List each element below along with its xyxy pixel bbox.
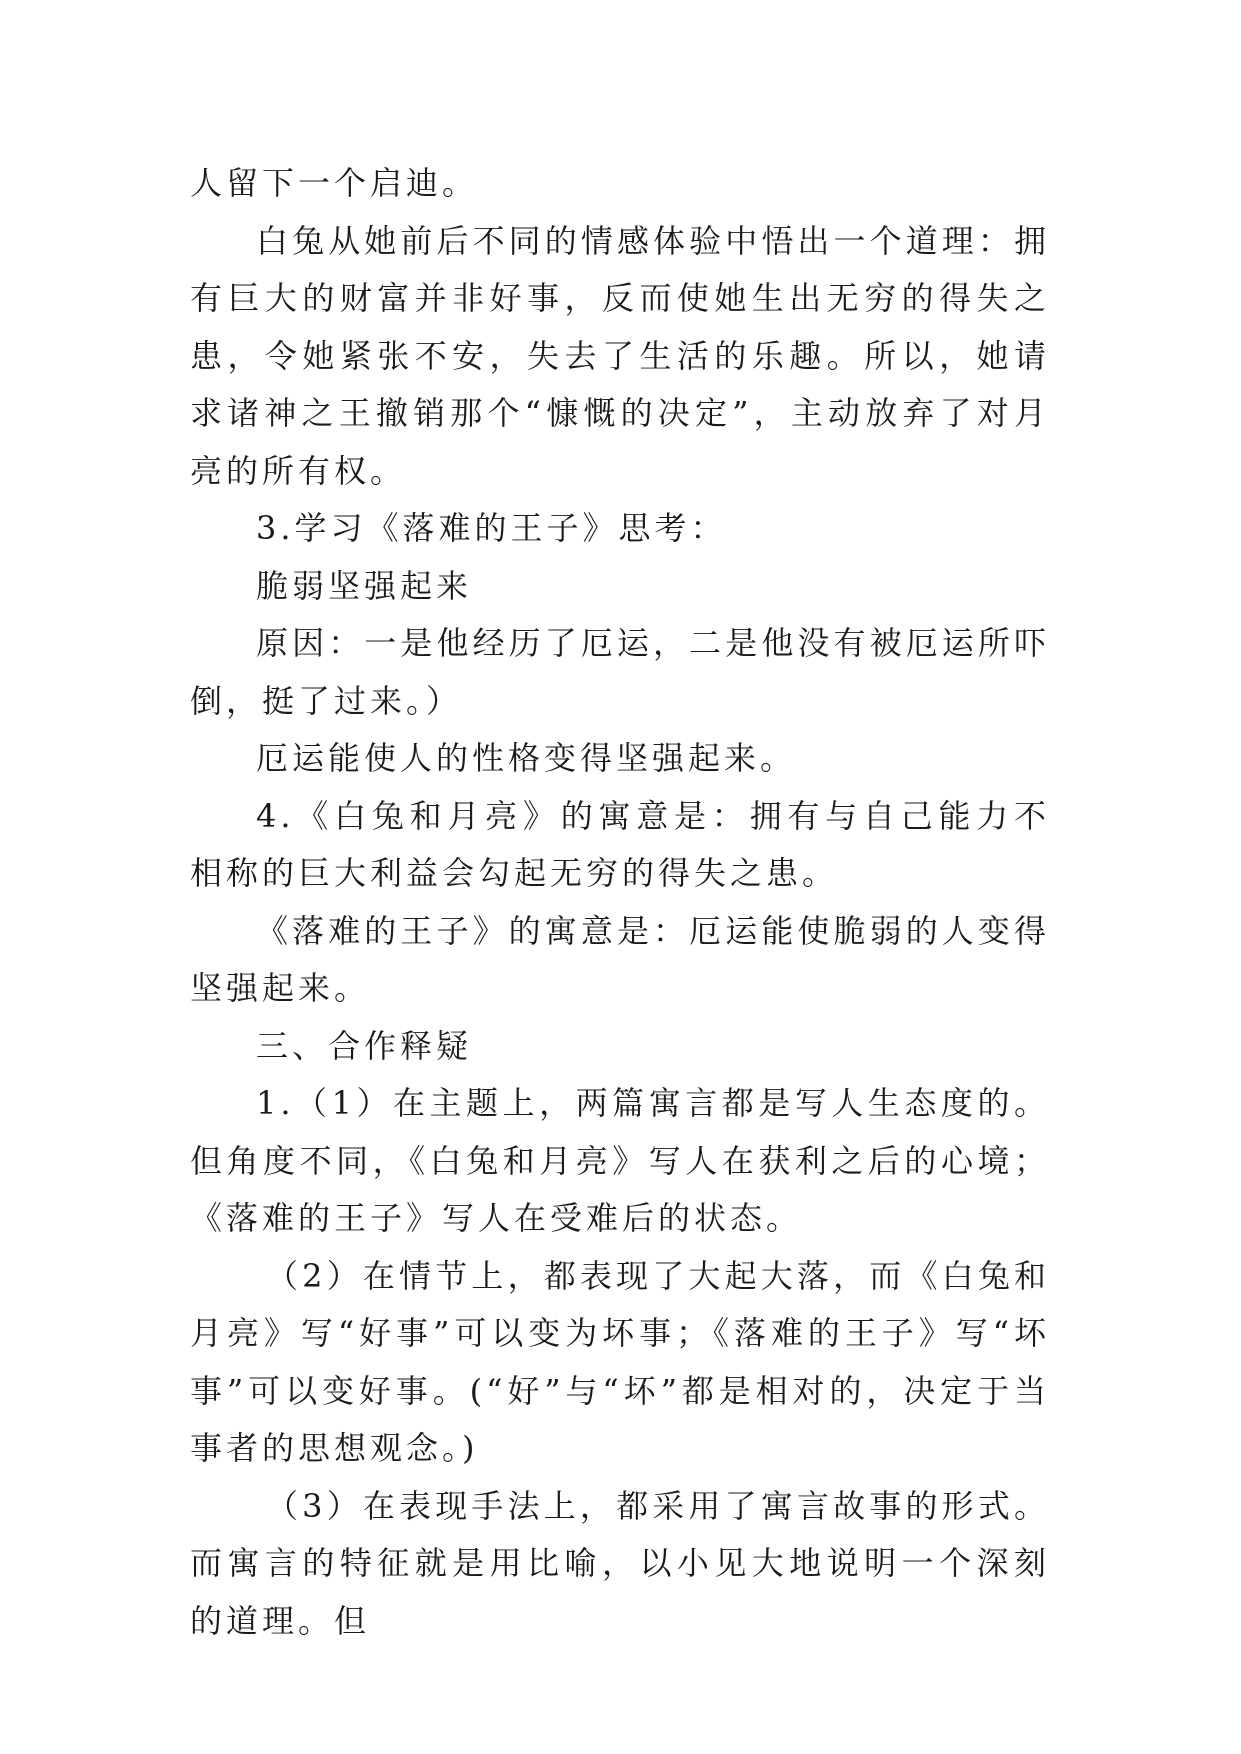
paragraph-3: 3.学习《落难的王子》思考：: [256, 509, 727, 547]
paragraph-8: 《落难的王子》的寓意是：厄运能使脆弱的人变得坚强起来。: [190, 911, 1050, 1007]
paragraph-10: 1.（1）在主题上，两篇寓言都是写人生态度的。但角度不同，《白兔和月亮》写人在获利之后的心境；《落难的王子》写人在受难后的状态。: [190, 1084, 1050, 1237]
paragraph-7: 4.《白兔和月亮》的寓意是：拥有与自己能力不相称的巨大利益会勾起无穷的得失之患。: [190, 796, 1050, 892]
paragraph-1: 人留下一个启迪。: [190, 164, 479, 202]
paragraph-5: 原因：一是他经历了厄运，二是他没有被厄运所吓倒，挺了过来。）: [190, 624, 1050, 720]
paragraph-6: 厄运能使人的性格变得坚强起来。: [256, 739, 797, 777]
paragraph-9: 三、合作释疑: [256, 1026, 473, 1065]
paragraph-4: 脆弱坚强起来: [256, 566, 473, 605]
paragraph-12: （3）在表现手法上，都采用了寓言故事的形式。而寓言的特征就是用比喻，以小见大地说明一个深刻的道理。但: [190, 1486, 1050, 1640]
document-body: [190, 155, 1050, 1650]
paragraph-11: （2）在情节上，都表现了大起大落，而《白兔和月亮》写“好事”可以变为坏事；《落难的王子》写“坏事”可以变好事。(“好”与“坏”都是相对的，决定于当事者的思想观念。): [190, 1256, 1050, 1467]
paragraph-2: 白兔从她前后不同的情感体验中悟出一个道理：拥有巨大的财富并非好事，反而使她生出无穷的得失之患，令她紧张不安，失去了生活的乐趣。所以，她请求诸神之王撤销那个“慷慨的决定”，主动放弃了对月亮的所有权。: [190, 221, 1050, 490]
